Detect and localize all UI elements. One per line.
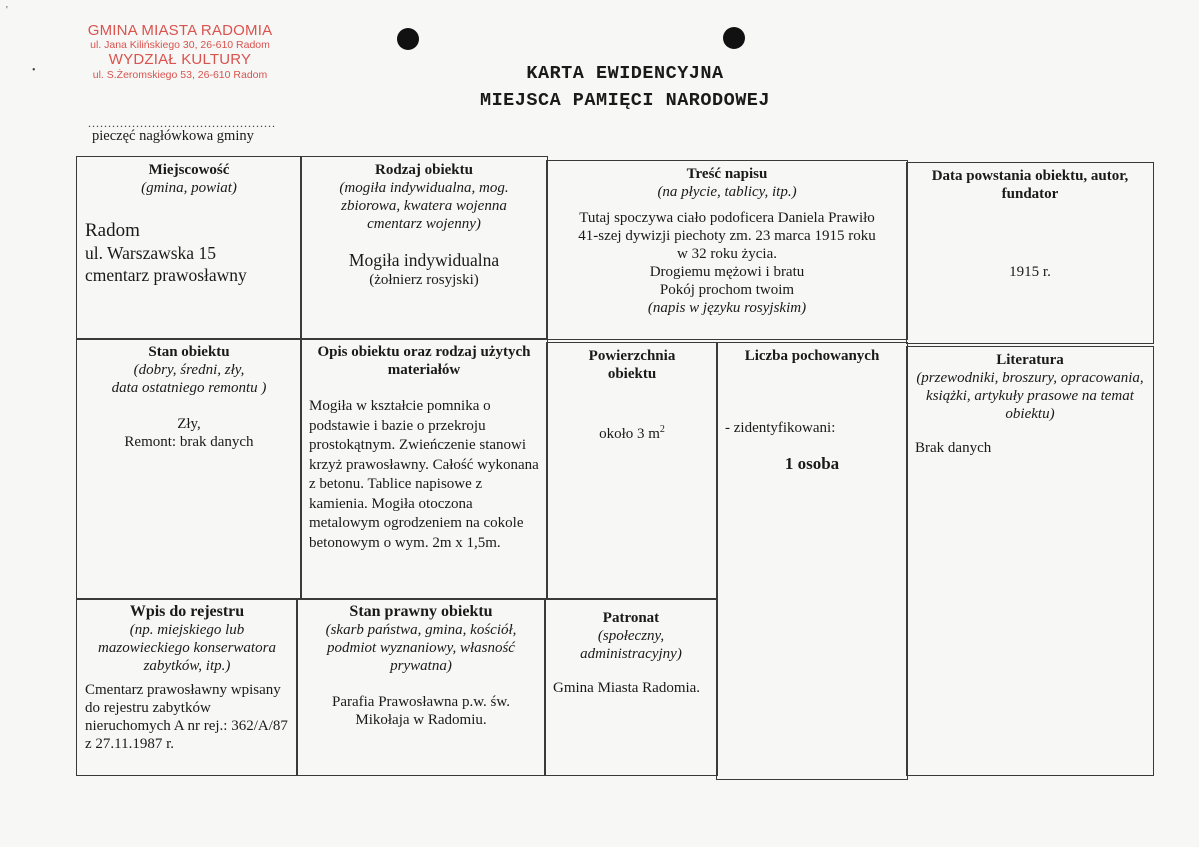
- stamp-line-address1: ul. Jana Kilińskiego 30, 26-610 Radom: [90, 39, 270, 52]
- header-rodzaj: Rodzaj obiektu: [375, 162, 473, 178]
- cell-miejscowosc: [76, 156, 302, 340]
- value-opis: Mogiła w kształcie pomnika o podstawie i bazie o przekroju prostokątnym. Zwieńczenie stanowi krzyż prawosławny. Całość wykonana z betonu. Tablice napisowe z kamienia. Mogiła otoczona metalowym ogrodzeniem na cokole betonowym o wym. 2m x 1,5m.: [309, 398, 539, 551]
- header-liczba: Liczba pochowanych: [744, 348, 880, 364]
- value-data: 1915 r.: [1009, 264, 1051, 280]
- header-patronat: Patronat: [602, 610, 660, 626]
- cell-tresc: [546, 160, 908, 340]
- sub-patronat: (społeczny, administracyjny): [580, 628, 682, 662]
- stamp-dotted-line: ...............................................: [88, 116, 276, 130]
- cell-stan: [76, 338, 302, 600]
- punch-hole-left: [397, 28, 419, 50]
- sub-rodzaj: (mogiła indywidualna, mog. zbiorowa, kwatera wojenna cmentarz wojenny): [339, 180, 509, 232]
- value-rodzaj-note: (żołnierz rosyjski): [369, 272, 479, 288]
- value-powierzchnia-sup: 2: [659, 424, 665, 435]
- header-stamp: [60, 22, 300, 81]
- value-powierzchnia-text: około 3 m: [599, 426, 660, 442]
- sub-stan-prawny: (skarb państwa, gmina, kościół, podmiot wyznaniowy, własność prywatna): [325, 622, 517, 674]
- cell-literatura: [906, 346, 1154, 776]
- title-line-2: MIEJSCA PAMIĘCI NARODOWEJ: [479, 90, 771, 111]
- value-street: ul. Warszawska 15: [85, 243, 216, 263]
- sub-literatura: (przewodniki, broszury, opracowania, książki, artykuły prasowe na temat obiektu): [916, 370, 1144, 422]
- title-line-1: KARTA EWIDENCYJNA: [526, 63, 724, 84]
- stamp-line-wydzial: WYDZIAŁ KULTURY: [108, 51, 252, 69]
- cell-wpis: [76, 598, 298, 776]
- cell-data: [906, 162, 1154, 344]
- value-rodzaj: Mogiła indywidualna: [348, 250, 500, 270]
- value-zidentyfikowani: - zidentyfikowani:: [725, 420, 836, 436]
- cell-powierzchnia: [546, 342, 718, 600]
- cell-opis: [300, 338, 548, 600]
- punch-hole-right: [723, 27, 745, 49]
- document-title: [395, 60, 855, 114]
- cell-patronat: [544, 598, 718, 776]
- value-remont: Remont: brak danych: [124, 434, 254, 450]
- value-patronat: Gmina Miasta Radomia.: [553, 680, 701, 696]
- header-data: Data powstania obiektu, autor, fundator: [931, 168, 1129, 202]
- value-wpis: Cmentarz prawosławny wpisany do rejestru zabytków nieruchomych A nr rej.: 362/A/87 z 27.11.1987 r.: [85, 682, 288, 752]
- value-powierzchnia: [555, 421, 709, 443]
- sub-tresc: (na płycie, tablicy, itp.): [657, 184, 797, 200]
- stamp-line-address2: ul. S.Żeromskiego 53, 26-610 Radom: [92, 68, 268, 81]
- header-wpis: Wpis do rejestru: [129, 603, 245, 620]
- header-tresc: Treść napisu: [686, 166, 768, 182]
- value-stan: Zły,: [177, 416, 201, 432]
- value-tresc: Tutaj spoczywa ciało podoficera Daniela Prawiło 41-szej dywizji piechoty zm. 23 marca 1915 roku w 32 roku życia. Drogiemu mężowi i bratu Pokój prochom twoim: [578, 210, 876, 298]
- cell-rodzaj: [300, 156, 548, 340]
- scan-speck: ': [6, 5, 8, 16]
- value-cemetery: cmentarz prawosławny: [85, 265, 247, 285]
- sub-miejscowosc: (gmina, powiat): [141, 180, 237, 196]
- header-stan-prawny: Stan prawny obiektu: [349, 603, 493, 620]
- cell-liczba: [716, 342, 908, 780]
- header-stan: Stan obiektu: [148, 344, 230, 360]
- header-powierzchnia: Powierzchnia obiektu: [588, 348, 676, 382]
- stamp-caption: pieczęć nagłówkowa gminy: [92, 128, 254, 144]
- header-literatura: Literatura: [996, 352, 1064, 368]
- cell-stan-prawny: [296, 598, 546, 776]
- header-miejscowosc: Miejscowość: [148, 162, 230, 178]
- value-city: Radom: [85, 220, 140, 241]
- stamp-line-gmina: GMINA MIASTA RADOMIA: [87, 22, 273, 39]
- value-stan-prawny: Parafia Prawosławna p.w. św. Mikołaja w Radomiu.: [331, 694, 510, 728]
- value-tresc-note: (napis w języku rosyjskim): [647, 300, 807, 316]
- sub-stan: (dobry, średni, zły, data ostatniego remontu ): [111, 362, 267, 396]
- value-literatura: Brak danych: [915, 440, 992, 456]
- value-osoba: 1 osoba: [784, 454, 840, 473]
- sub-wpis: (np. miejskiego lub mazowieckiego konserwatora zabytków, itp.): [98, 622, 276, 674]
- header-opis: Opis obiektu oraz rodzaj użytych materiałów: [317, 344, 531, 378]
- scan-speck: •: [32, 65, 36, 76]
